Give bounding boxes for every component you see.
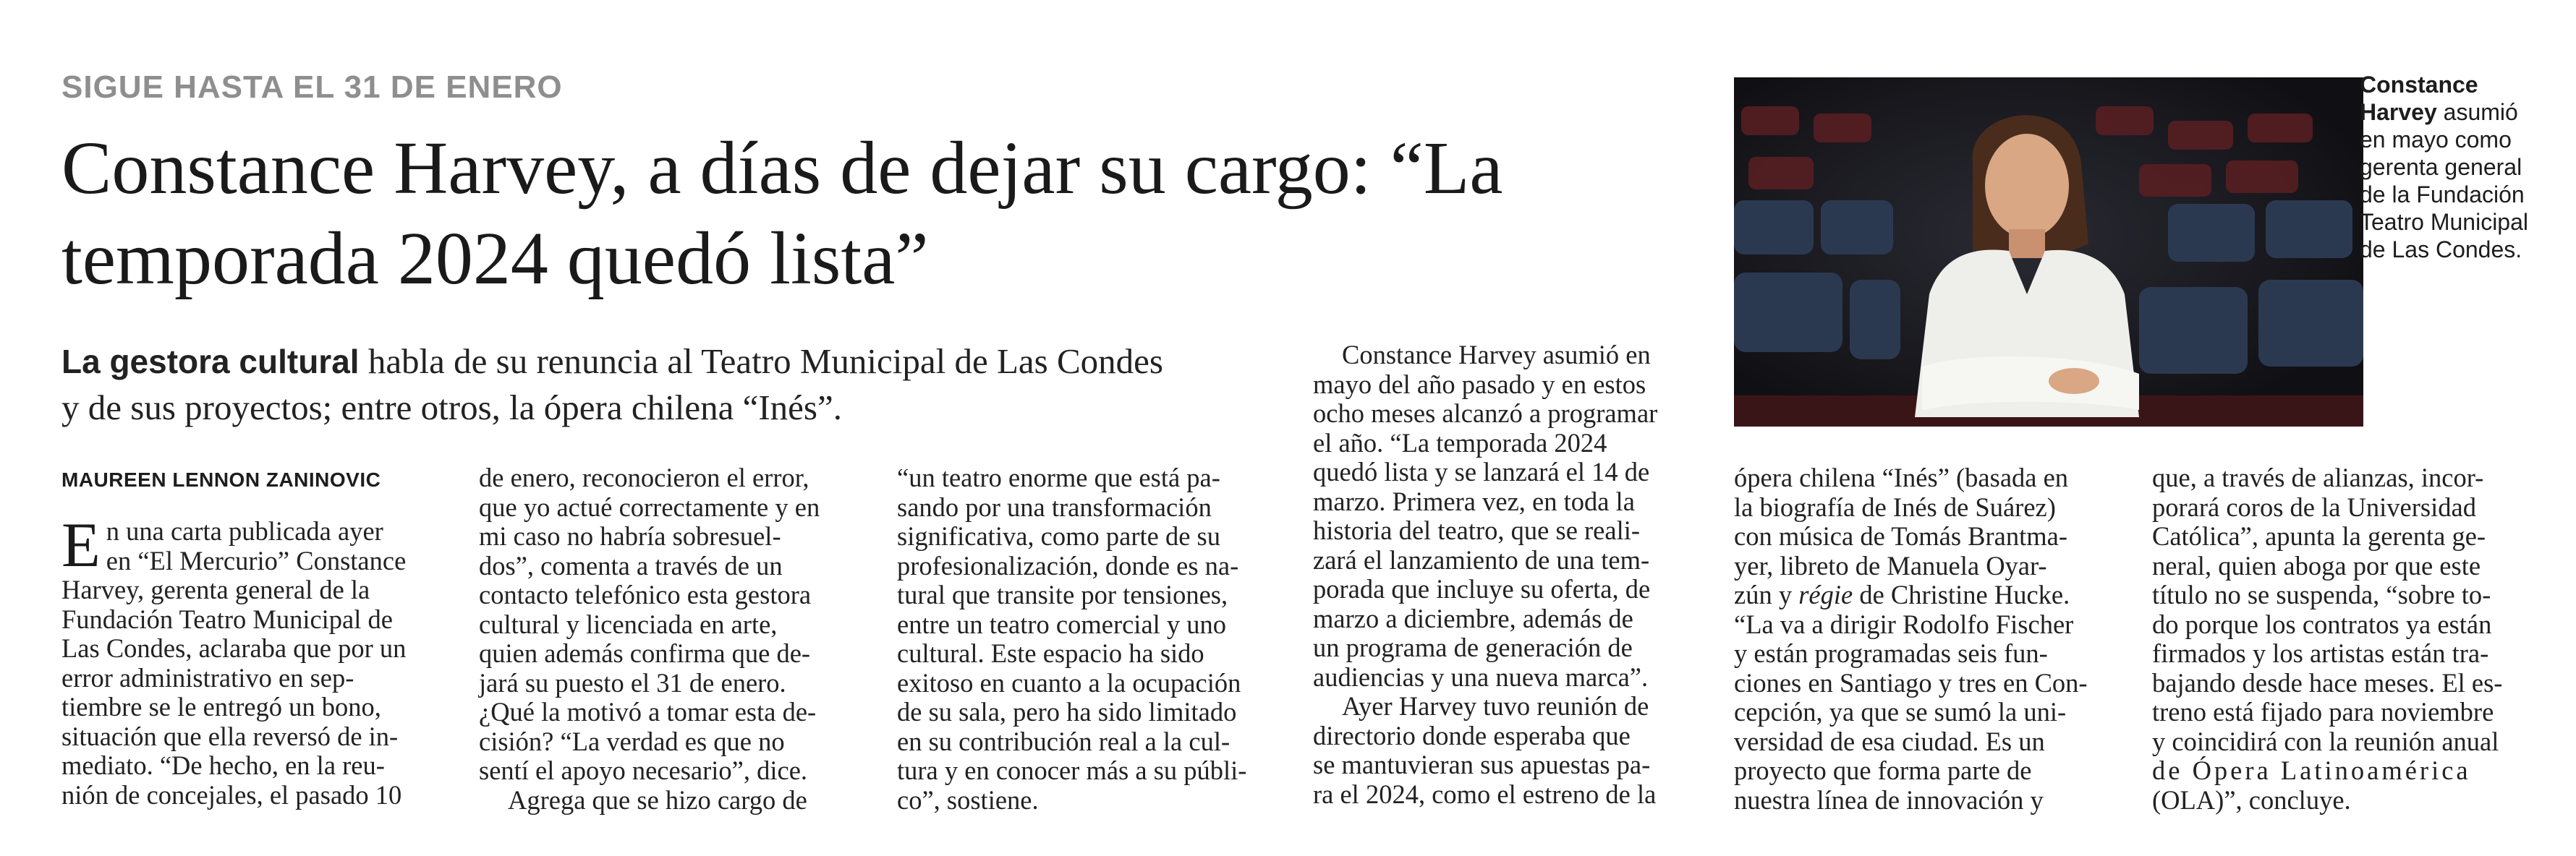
col4-line: ra el 2024, como el estreno de la bbox=[1313, 779, 1657, 809]
col2-line: cisión? “La verdad es que no bbox=[479, 726, 785, 756]
col3-line: sando por una transformación bbox=[897, 492, 1212, 522]
col1-line: en “El Mercurio” Constance bbox=[106, 545, 407, 575]
col1-line: nión de concejales, el pasado 10 bbox=[61, 779, 402, 810]
subheadline-bold: La gestora cultural bbox=[61, 343, 360, 380]
headline-line-2: temporada 2024 quedó lista” bbox=[61, 217, 929, 300]
col2-line: quien además confirma que de- bbox=[479, 638, 811, 668]
col1-line: Fundación Teatro Municipal de bbox=[61, 604, 393, 634]
col1-line: error administrativo en sep- bbox=[61, 662, 354, 693]
col4-line: ocho meses alcanzó a programar bbox=[1313, 398, 1658, 428]
col5-line: “La va a dirigir Rodolfo Fischer bbox=[1734, 609, 2074, 639]
col1-line: Las Condes, aclaraba que por un bbox=[61, 633, 407, 663]
col3-line: tural que transite por tensiones, bbox=[897, 580, 1228, 609]
col2-line: ¿Qué la motivó a tomar esta de- bbox=[479, 697, 817, 727]
column-3 bbox=[897, 463, 1288, 815]
subheadline-line-2: y de sus proyectos; entre otros, la ópera chilena “Inés”. bbox=[61, 388, 842, 427]
col5-line: nuestra línea de innovación y bbox=[1734, 784, 2044, 815]
subheadline-rest: habla de su renuncia al Teatro Municipal de Las Condes bbox=[359, 341, 1163, 381]
col2-line: que yo actué correctamente y en bbox=[479, 492, 820, 522]
col3-line: profesionalización, donde es na- bbox=[897, 550, 1239, 581]
col6-line: porará coros de la Universidad bbox=[2152, 492, 2476, 522]
col5-segment: de Christine Hucke. bbox=[1853, 580, 2070, 609]
column-1 bbox=[61, 510, 452, 810]
headline-line-1: Constance Harvey, a días de dejar su cargo: “La bbox=[61, 127, 1503, 210]
col4-line: historia del teatro, que se reali- bbox=[1313, 515, 1641, 545]
col6-line: de Ópera Latinoamérica bbox=[2152, 756, 2471, 785]
col2-line: contacto telefónico esta gestora bbox=[479, 580, 812, 609]
column-6 bbox=[2152, 463, 2543, 815]
column-2 bbox=[479, 463, 870, 815]
col4-line: quedó lista y se lanzará el 14 de bbox=[1313, 457, 1650, 487]
col5-segment: zún y bbox=[1734, 580, 1799, 609]
col5-italic: régie bbox=[1798, 580, 1853, 609]
col2-line: dos”, comenta a través de un bbox=[479, 550, 783, 581]
col2-line: cultural y licenciada en arte, bbox=[479, 609, 778, 639]
col5-line: cepción, ya que se sumó la uni- bbox=[1734, 697, 2067, 727]
photo-caption bbox=[2360, 71, 2541, 263]
col4-line: directorio donde esperaba que bbox=[1313, 720, 1631, 750]
col5-line: ópera chilena “Inés” (basada en bbox=[1734, 463, 2069, 492]
col3-line: exitoso en cuanto a la ocupación bbox=[897, 667, 1241, 698]
col6-line: (OLA)”, concluye. bbox=[2152, 784, 2351, 815]
col5-line: versidad de esa ciudad. Es un bbox=[1734, 726, 2045, 756]
col6-line: y coincidirá con la reunión anual bbox=[2152, 726, 2499, 756]
portrait-photo bbox=[1734, 77, 2363, 427]
col2-line: sentí el apoyo necesario”, dice. bbox=[479, 756, 808, 785]
col6-line: título no se suspenda, “sobre to- bbox=[2152, 580, 2491, 609]
col3-line: cultural. Este espacio ha sido bbox=[897, 638, 1204, 668]
col6-line: do porque los contratos ya están bbox=[2152, 609, 2492, 639]
col1-line: n una carta publicada ayer bbox=[106, 516, 383, 546]
col3-line: “un teatro enorme que está pa- bbox=[897, 463, 1220, 492]
subheadline-line-1 bbox=[61, 338, 1320, 385]
col4-line: un programa de generación de bbox=[1313, 633, 1633, 662]
caption-name: Constance Harvey bbox=[2360, 72, 2478, 125]
col4-line: audiencias y una nueva marca”. bbox=[1313, 662, 1649, 692]
col5-line: y están programadas seis fun- bbox=[1734, 638, 2048, 668]
col6-line: neral, quien aboga por que este bbox=[2152, 550, 2481, 581]
col4-line: zará el lanzamiento de una tem- bbox=[1313, 544, 1650, 575]
col1-line: Harvey, gerenta general de la bbox=[61, 575, 370, 604]
column-5 bbox=[1734, 463, 2125, 815]
col4-line: el año. “La temporada 2024 bbox=[1313, 427, 1607, 458]
col6-line: que, a través de alianzas, incor- bbox=[2152, 463, 2484, 492]
col6-line: treno está fijado para noviembre bbox=[2152, 697, 2494, 727]
headline bbox=[61, 123, 1624, 304]
col4-line: Constance Harvey asumió en bbox=[1342, 340, 1651, 369]
col3-line: en su contribución real a la cul- bbox=[897, 726, 1230, 756]
col1-line: situación que ella reversó de in- bbox=[61, 721, 399, 751]
col3-line: entre un teatro comercial y uno bbox=[897, 609, 1227, 639]
col2-line: jará su puesto el 31 de enero. bbox=[479, 667, 786, 698]
col4-line: mayo del año pasado y en estos bbox=[1313, 369, 1646, 399]
col6-line: firmados y los artistas están tra- bbox=[2152, 638, 2489, 668]
col4-line: se mantuvieran sus apuestas pa- bbox=[1313, 750, 1651, 779]
col5-line: ciones en Santiago y tres en Con- bbox=[1734, 667, 2088, 698]
col4-line: marzo. Primera vez, en toda la bbox=[1313, 486, 1635, 516]
col5-line: proyecto que forma parte de bbox=[1734, 756, 2032, 785]
col1-line: mediato. “De hecho, en la reu- bbox=[61, 750, 385, 780]
column-4 bbox=[1313, 341, 1704, 809]
col2-line: Agrega que se hizo cargo de bbox=[508, 784, 807, 815]
col5-line bbox=[1734, 581, 2125, 610]
theater-seats-illustration bbox=[1734, 77, 2363, 427]
dropcap: E bbox=[61, 510, 101, 581]
col3-line: significativa, como parte de su bbox=[897, 521, 1220, 551]
col4-line: porada que incluye su oferta, de bbox=[1313, 574, 1651, 604]
col1-line: tiembre se le entregó un bono, bbox=[61, 692, 381, 722]
col3-line: tura y en conocer más a su públi- bbox=[897, 756, 1247, 785]
col2-line: mi caso no habría sobresuel- bbox=[479, 521, 781, 551]
col6-line: Católica”, apunta la gerenta ge- bbox=[2152, 521, 2486, 551]
col5-line: la biografía de Inés de Suárez) bbox=[1734, 492, 2056, 522]
col3-line: co”, sostiene. bbox=[897, 784, 1039, 815]
byline: MAUREEN LENNON ZANINOVIC bbox=[61, 468, 381, 491]
col5-line: con música de Tomás Brantma- bbox=[1734, 521, 2068, 551]
col5-line: yer, libreto de Manuela Oyar- bbox=[1734, 550, 2047, 581]
caption-text: asumió en mayo como gerenta general de la Fundación Teatro Municipal de Las Condes. bbox=[2360, 99, 2528, 262]
kicker: SIGUE HASTA EL 31 DE ENERO bbox=[61, 69, 563, 105]
col6-line: bajando desde hace meses. El es- bbox=[2152, 667, 2503, 698]
col4-line: Ayer Harvey tuvo reunión de bbox=[1342, 691, 1649, 721]
col4-line: marzo a diciembre, además de bbox=[1313, 603, 1633, 633]
subheadline bbox=[61, 338, 1320, 431]
col3-line: de su sala, pero ha sido limitado bbox=[897, 697, 1237, 727]
col2-line: de enero, reconocieron el error, bbox=[479, 463, 809, 492]
